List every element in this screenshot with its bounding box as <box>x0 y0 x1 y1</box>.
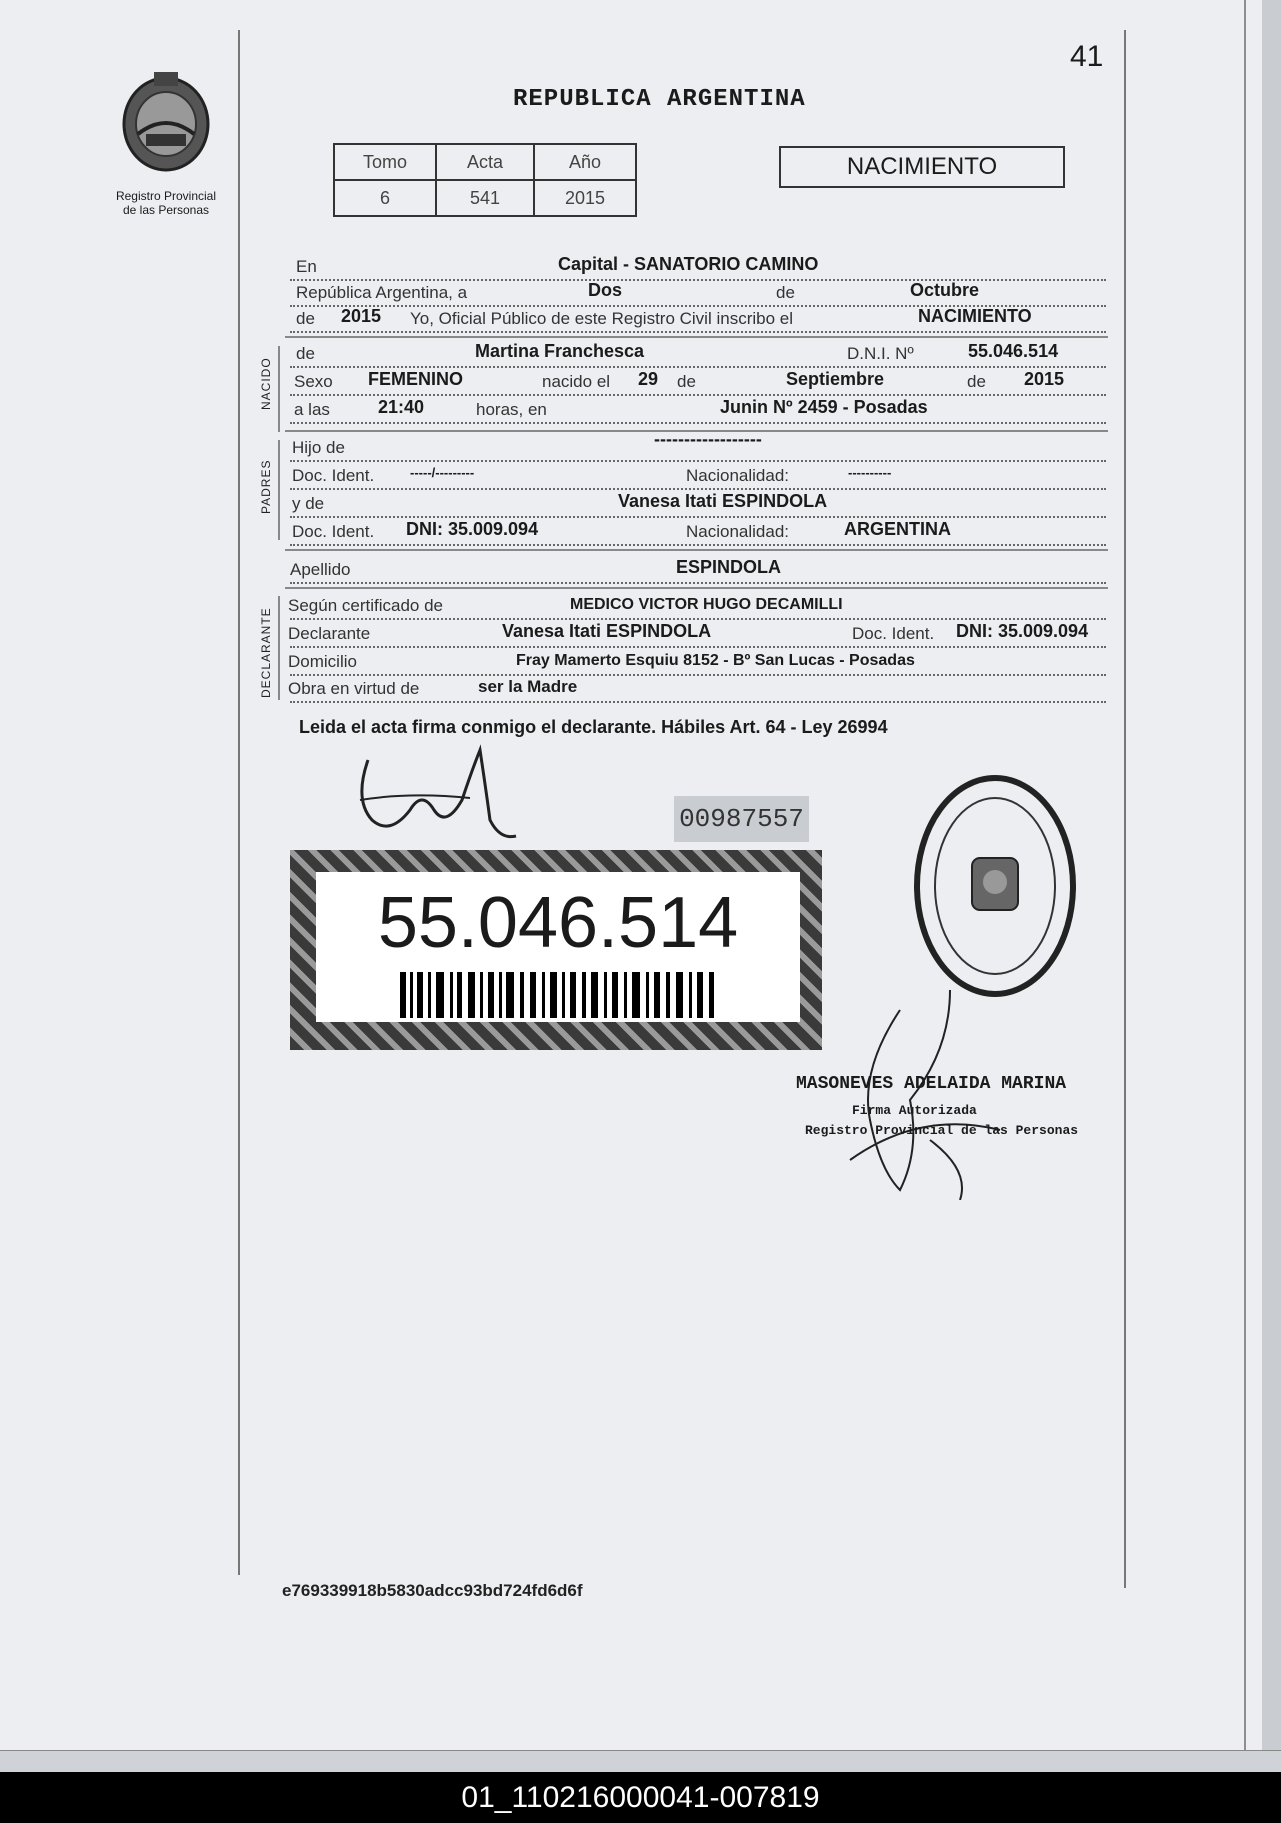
dni-badge-number: 55.046.514 <box>377 883 739 963</box>
day-value: Dos <box>588 280 623 300</box>
footer-id-bar: 01_110216000041-007819 <box>0 1772 1281 1823</box>
de-label-name: de <box>296 344 315 363</box>
apellido-row <box>290 558 1106 584</box>
intro-row-date <box>290 281 1106 307</box>
father-doc-label: Doc. Ident. <box>292 466 375 485</box>
padres-row-mother-doc <box>290 520 1106 546</box>
document-hash: e769339918b5830adcc93bd724fd6d6f <box>282 1581 583 1600</box>
logo-caption-line2: de las Personas <box>122 203 210 217</box>
country-heading: REPUBLICA ARGENTINA <box>513 86 806 113</box>
declarante-side-label: DECLARANTE <box>259 607 273 698</box>
page-edge <box>1262 0 1281 1750</box>
declarante-row-obra <box>290 677 1106 703</box>
nacido-row-birth <box>290 370 1106 396</box>
intro-row-act <box>290 307 1106 333</box>
obra-label: Obra en virtud de <box>288 679 420 698</box>
cert-value: MEDICO VICTOR HUGO DECAMILLI <box>570 596 843 613</box>
dom-value: Fray Mamerto Esquiu 8152 - Bº San Lucas - Posadas <box>516 652 915 669</box>
de-label-month: de <box>677 372 696 391</box>
apellido-value: ESPINDOLA <box>676 557 782 577</box>
value-ano: 2015 <box>534 180 636 216</box>
en-label: En <box>296 257 317 276</box>
father-nat-label: Nacionalidad: <box>686 466 790 485</box>
padres-row-father-doc <box>290 464 1106 490</box>
decl-value: Vanesa Itati ESPINDOLA <box>502 621 712 641</box>
de2-label: de <box>296 309 315 328</box>
section-divider-4 <box>285 587 1108 589</box>
de-label: de <box>776 283 795 302</box>
decl-label: Declarante <box>288 624 371 643</box>
official-signature <box>840 990 1010 1200</box>
right-margin-line <box>1124 30 1126 1588</box>
section-divider-3 <box>285 549 1108 551</box>
header-acta: Acta <box>436 144 534 180</box>
mother-nat-label: Nacionalidad: <box>686 522 790 541</box>
decl-doc: DNI: 35.009.094 <box>956 621 1089 641</box>
next-page-strip <box>0 1750 1281 1773</box>
de-label-year: de <box>967 372 986 391</box>
dom-label: Domicilio <box>288 652 357 671</box>
section-divider <box>285 336 1108 338</box>
republica-label: República Argentina, a <box>296 283 468 302</box>
horas-label: horas, en <box>476 400 547 419</box>
year-value: 2015 <box>341 306 382 326</box>
a-las-label: a las <box>294 400 330 419</box>
declarante-side-line <box>278 596 280 700</box>
mother-doc-label: Doc. Ident. <box>292 522 375 541</box>
act-value: NACIMIENTO <box>918 306 1032 326</box>
closing-note: Leida el acta firma conmigo el declarante. Hábiles Art. 64 - Ley 26994 <box>299 717 888 737</box>
cert-label: Según certificado de <box>288 596 443 615</box>
birth-day: 29 <box>638 369 659 389</box>
mother-name: Vanesa Itati ESPINDOLA <box>618 491 828 511</box>
nacido-row-name <box>290 342 1106 368</box>
apellido-label: Apellido <box>290 560 351 579</box>
left-margin-line <box>238 30 240 1575</box>
declarant-signature <box>350 740 520 850</box>
place-value: Capital - SANATORIO CAMINO <box>558 254 819 274</box>
birth-time: 21:40 <box>378 397 425 417</box>
hijo-de-label: Hijo de <box>292 438 345 457</box>
page-edge-line <box>1244 0 1246 1750</box>
official-role: Firma Autorizada <box>852 1103 977 1118</box>
value-acta: 541 <box>436 180 534 216</box>
nacido-row-time <box>290 398 1106 424</box>
decl-doc-label: Doc. Ident. <box>852 624 935 643</box>
mother-doc: DNI: 35.009.094 <box>406 519 539 539</box>
padres-side-line <box>278 440 280 540</box>
padres-row-mother <box>290 492 1106 518</box>
value-tomo: 6 <box>334 180 436 216</box>
record-type-box: NACIMIENTO <box>779 146 1065 188</box>
serial-number: 00987557 <box>674 796 809 842</box>
nacido-el-label: nacido el <box>542 372 611 391</box>
declarante-row-decl <box>290 622 1106 648</box>
provincial-emblem-icon <box>116 72 216 180</box>
month-value: Octubre <box>910 280 980 300</box>
child-dni: 55.046.514 <box>968 341 1059 361</box>
padres-side-label: PADRES <box>259 459 273 514</box>
child-name: Martina Franchesca <box>475 341 645 361</box>
dni-badge-panel <box>316 872 800 1022</box>
dni-badge <box>290 850 822 1050</box>
logo-caption-line1: Registro Provincial <box>115 189 217 203</box>
declarante-row-cert <box>290 594 1106 620</box>
barcode-icon <box>400 972 716 1018</box>
statement-text: Yo, Oficial Público de este Registro Civil inscribo el <box>410 309 793 328</box>
birth-year: 2015 <box>1024 369 1065 389</box>
header-tomo: Tomo <box>334 144 436 180</box>
sexo-value: FEMENINO <box>368 369 464 389</box>
father-doc: -----/--------- <box>410 465 475 480</box>
registry-logo <box>110 72 222 217</box>
birth-month: Septiembre <box>786 369 885 389</box>
dni-label: D.N.I. Nº <box>847 344 914 363</box>
birth-place: Junin Nº 2459 - Posadas <box>720 397 928 417</box>
record-table <box>333 143 637 217</box>
page-number: 41 <box>1070 40 1104 73</box>
obra-value: ser la Madre <box>478 677 578 696</box>
padres-row-father <box>290 429 1106 462</box>
registry-seal <box>910 770 1080 1002</box>
sexo-label: Sexo <box>294 372 333 391</box>
nacido-side-line <box>278 346 280 432</box>
intro-row-place <box>290 255 1106 281</box>
header-ano: Año <box>534 144 636 180</box>
official-name: MASONEVES ADELAIDA MARINA <box>796 1074 1067 1094</box>
mother-nat: ARGENTINA <box>844 519 951 539</box>
father-name: ------------------ <box>654 429 762 449</box>
y-de-label: y de <box>292 494 325 513</box>
father-nat: ---------- <box>848 465 892 480</box>
nacido-side-label: NACIDO <box>259 357 273 410</box>
declarante-row-dom <box>290 650 1106 676</box>
official-org: Registro Provincial de las Personas <box>805 1123 1079 1138</box>
